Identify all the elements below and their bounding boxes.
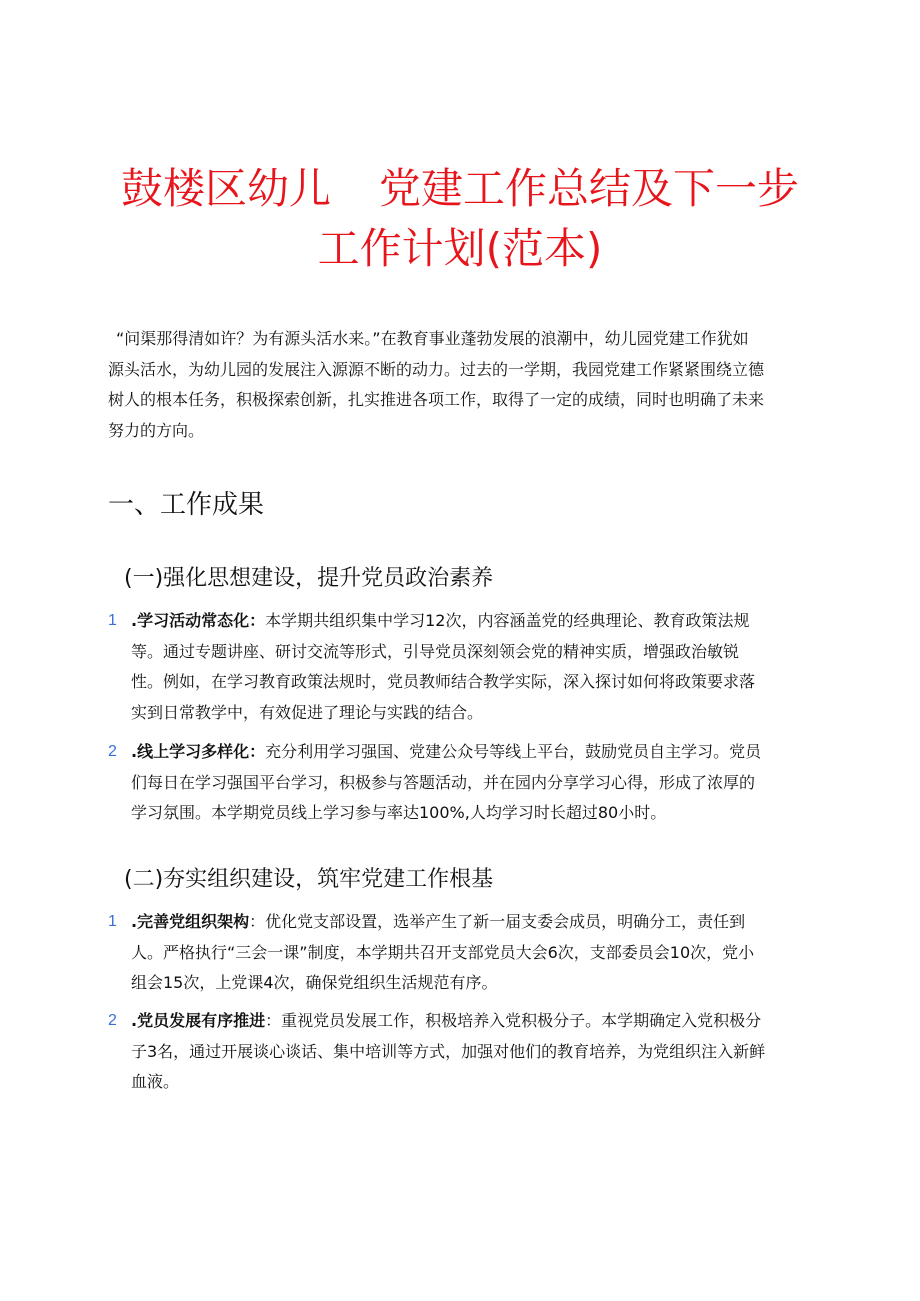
subsection-heading-organization: (二)夯实组织建设，筑牢党建工作根基 bbox=[124, 867, 494, 892]
item-line: 等。通过专题讲座、研讨交流等形式，引导党员深刻领会党的精神实质，增强政治敏锐 bbox=[131, 641, 740, 661]
intro-line: 树人的根本任务，积极探索创新，扎实推进各项工作，取得了一定的成绩，同时也明确了未来 bbox=[108, 390, 765, 409]
list-item bbox=[108, 737, 824, 829]
item-line: .线上学习多样化：充分利用学习强国、党建公众号等线上平台，鼓励党员自主学习。党员 bbox=[131, 742, 762, 761]
item-line: 实到日常教学中，有效促进了理论与实践的结合。 bbox=[131, 702, 484, 722]
document-title-line2: 工作计划(范本) bbox=[317, 224, 603, 273]
item-line: .学习活动常态化：本学期共组织集中学习12次，内容涵盖党的经典理论、教育政策法规 bbox=[131, 611, 750, 630]
item-line: 子3名，通过开展谈心谈话、集中培训等方式，加强对他们的教育培养，为党组织注入新鲜 bbox=[131, 1041, 766, 1061]
document-title-line1 bbox=[60, 158, 860, 220]
title-part-left: 鼓楼区幼儿 bbox=[120, 164, 331, 213]
intro-line: 源头活水，为幼儿园的发展注入源源不断的动力。过去的一学期，我园党建工作紧紧围绕立德 bbox=[108, 359, 765, 379]
item-line: 们每日在学习强国平台学习，积极参与答题活动，并在园内分享学习心得，形成了浓厚的 bbox=[131, 772, 756, 792]
item-line: 学习氛围。本学期党员线上学习参与率达100%,人均学习时长超过80小时。 bbox=[131, 803, 667, 822]
item-title: .线上学习多样化： bbox=[131, 742, 266, 761]
item-title: .学习活动常态化： bbox=[131, 611, 266, 630]
item-title: .党员发展有序推进 bbox=[131, 1011, 266, 1030]
list-item bbox=[108, 907, 824, 999]
intro-line: 努力的方向。 bbox=[108, 420, 205, 440]
item-title: .完善党组织架构 bbox=[131, 912, 250, 931]
item-line: .完善党组织架构：优化党支部设置，选举产生了新一届支委会成员，明确分工，责任到 bbox=[131, 912, 746, 931]
item-line: .党员发展有序推进：重视党员发展工作，积极培养入党积极分子。本学期确定入党积极分 bbox=[131, 1011, 762, 1030]
list-item bbox=[108, 1006, 824, 1098]
title-part-right: 党建工作总结及下一步 bbox=[379, 164, 800, 213]
item-line: 人。严格执行“三会一课”制度，本学期共召开支部党员大会6次，支部委员会10次，党小 bbox=[131, 942, 755, 962]
intro-line: “问渠那得清如许？为有源头活水来。”在教育事业蓬勃发展的浪潮中，幼儿园党建工作犹如 bbox=[116, 329, 749, 348]
subsection-heading-ideology: (一)强化思想建设，提升党员政治素养 bbox=[124, 566, 494, 591]
list-number: 2 bbox=[108, 743, 117, 760]
intro-paragraph bbox=[108, 324, 824, 446]
item-line: 组会15次，上党课4次，确保党组织生活规范有序。 bbox=[131, 973, 498, 992]
list-number: 2 bbox=[108, 1012, 117, 1029]
section-heading-achievements: 一、工作成果 bbox=[108, 490, 265, 520]
item-line: 血液。 bbox=[131, 1072, 180, 1091]
list-item bbox=[108, 606, 824, 728]
list-number: 1 bbox=[108, 913, 117, 930]
item-line: 性。例如，在学习教育政策法规时，党员教师结合教学实际，深入探讨如何将政策要求落 bbox=[131, 672, 756, 691]
list-number: 1 bbox=[108, 612, 117, 629]
